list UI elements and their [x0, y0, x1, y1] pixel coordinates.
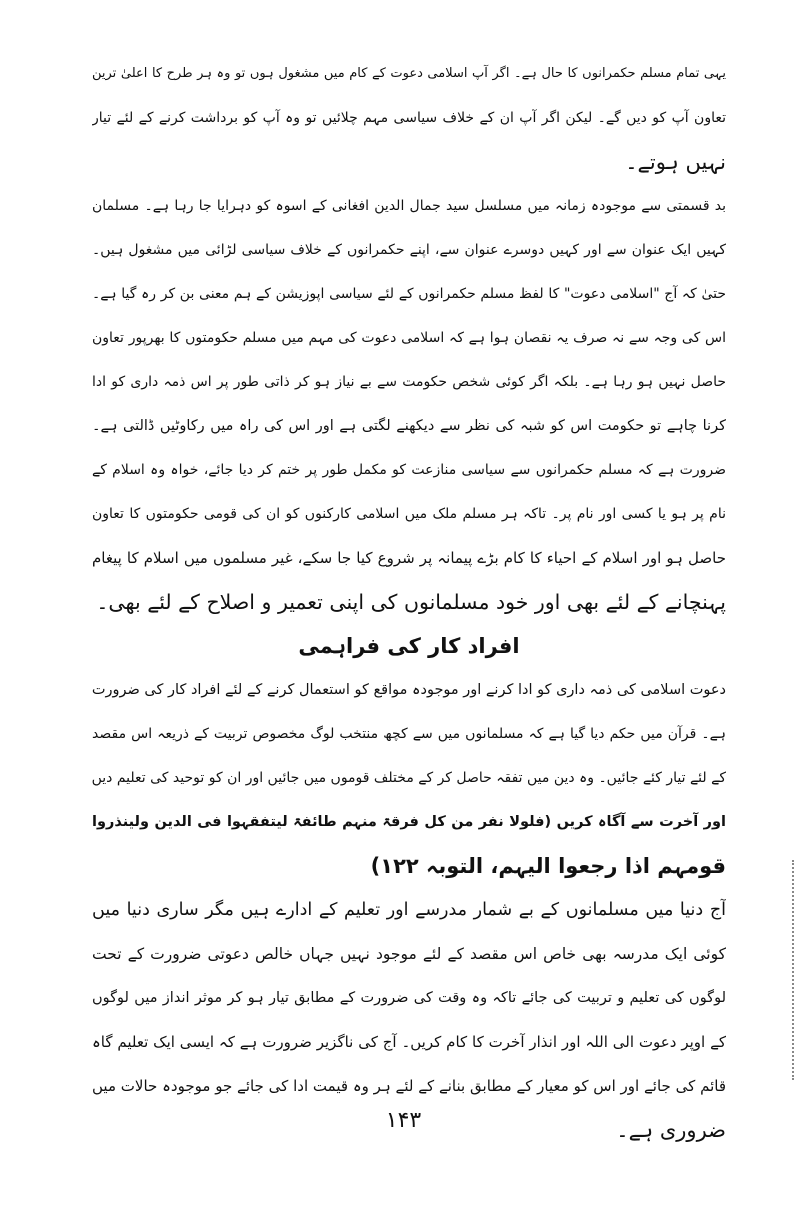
quran-quote-line: اور آخرت سے آگاہ کریں (فلولا نفر من کل فرقۃ منہم طائفۃ لیتفقہوا فی الدین ولینذروا — [92, 814, 726, 830]
text-line: تعاون آپ کو دیں گے۔ لیکن اگر آپ ان کے خلاف سیاسی مہم چلائیں تو وہ آپ کو برداشت کرنے کے لئے تیار — [92, 110, 726, 126]
scan-edge-marks — [792, 860, 798, 1080]
text-line: کے اوپر دعوت الی اللہ اور انذار آخرت کا کام کریں۔ آج کی ناگزیر ضرورت ہے کہ ایسی ایک تعلیم گاہ — [92, 1033, 726, 1051]
text-line: نہیں ہوتے۔ — [625, 150, 726, 174]
quran-quote-line: قومہم اذا رجعوا الیہم، التوبہ ۱۲۲) — [370, 854, 726, 878]
text-line: ضرورت ہے کہ مسلم حکمرانوں سے سیاسی منازعت کو مکمل طور پر ختم کر دیا جائے، خواہ وہ اسلام کے — [92, 462, 726, 478]
text-line: کرنا چاہے تو حکومت اس کو شبہ کی نظر سے دیکھنے لگتی ہے اور اس کی راہ میں رکاوٹیں ڈالتی ہے۔ — [92, 418, 726, 434]
text-line: کوئی ایک مدرسہ بھی خاص اس مقصد کے لئے موجود نہیں جہاں خالص دعوتی ضرورت کے تحت — [92, 945, 726, 963]
text-line: قائم کی جائے اور اس کو معیار کے مطابق بنانے کے لئے ہر وہ قیمت ادا کی جائے جو موجودہ حالات میں — [92, 1077, 726, 1095]
text-line: لوگوں کی تعلیم و تربیت کی جائے تاکہ وہ وقت کی ضرورت کے مطابق تیار ہو کر موثر انداز میں لوگوں — [92, 990, 726, 1006]
text-line: کہیں ایک عنوان سے اور کہیں دوسرے عنوان سے، اپنے حکمرانوں کے خلاف سیاسی لڑائی میں مشغول ہیں۔ — [92, 242, 726, 258]
text-line: حاصل نہیں ہو رہا ہے۔ بلکہ اگر کوئی شخص حکومت سے بے نیاز ہو کر ذاتی طور پر اس ذمہ داری کو ادا — [92, 374, 726, 390]
text-line: کے لئے تیار کئے جائیں۔ وہ دین میں تفقہ حاصل کر کے مختلف قوموں میں جائیں اور ان کو توحید کی تعلیم دیں — [92, 770, 726, 786]
text-line: بد قسمتی سے موجودہ زمانہ میں مسلسل سید جمال الدین افغانی کے اسوہ کو دہرایا جا رہا ہے۔ مسلمان — [92, 198, 726, 214]
text-line: یہی تمام مسلم حکمرانوں کا حال ہے۔ اگر آپ اسلامی دعوت کے کام میں مشغول ہوں تو وہ ہر طرح کا اعلیٰ ترین — [92, 66, 726, 81]
text-line: ہے۔ قرآن میں حکم دیا گیا ہے کہ مسلمانوں میں سے کچھ منتخب لوگ مخصوص تربیت کے ذریعہ اس مقصد — [92, 726, 726, 742]
text-line: دعوت اسلامی کی ذمہ داری کو ادا کرنے اور موجودہ مواقع کو استعمال کرنے کے لئے افراد کار کی ضرورت — [92, 682, 726, 698]
text-line: آج دنیا میں مسلمانوں کے بے شمار مدرسے اور تعلیم کے ادارے ہیں مگر ساری دنیا میں — [92, 900, 726, 920]
text-line: حتیٰ کہ آج "اسلامی دعوت" کا لفظ مسلم حکمرانوں کے لئے سیاسی اپوزیشن کے ہم معنی بن کر رہ گیا ہے۔ — [92, 286, 726, 302]
text-line: نام پر ہو یا کسی اور نام پر۔ تاکہ ہر مسلم ملک میں اسلامی کارکنوں کو ان کی قومی حکومتوں کا تعاون — [92, 506, 726, 522]
text-line: ضروری ہے۔ — [616, 1118, 726, 1142]
text-line: اس کی وجہ سے نہ صرف یہ نقصان ہوا ہے کہ اسلامی دعوت کی مہم میں مسلم حکومتوں کا بھرپور تعاون — [92, 330, 726, 346]
text-line: پہنچانے کے لئے بھی اور خود مسلمانوں کی اپنی تعمیر و اصلاح کے لئے بھی۔ — [96, 590, 726, 614]
section-heading: افراد کار کی فراہمی — [298, 634, 520, 658]
page-number: ۱۴۳ — [385, 1108, 422, 1133]
text-line: حاصل ہو اور اسلام کے احیاء کا کام بڑے پیمانہ پر شروع کیا جا سکے، غیر مسلموں میں اسلام کا پیغام — [92, 549, 726, 567]
body-text — [92, 60, 726, 1160]
